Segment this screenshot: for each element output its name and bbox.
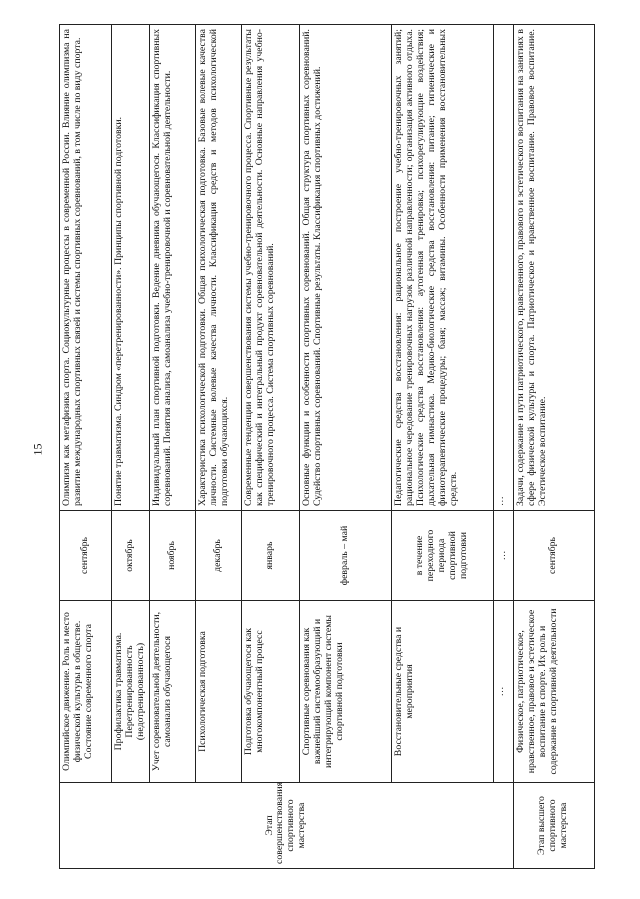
topic-label: Олимпийское движение. Роль и место физической культуры в обществе. Состояние современного спорта [61, 612, 94, 771]
table-row [493, 25, 513, 869]
topic-label: Профилактика травматизма. Перетренированность (недотренированность) [113, 632, 146, 751]
period-label: февраль – май [338, 525, 350, 586]
content-text: Индивидуальный план спортивной подготовки. Ведение дневника обучающегося. Классификация спортивных соревнований. Понятия анализа, самоанализа учебно-тренировочной и соревновательной деятельности. [150, 29, 173, 506]
period-label: декабрь [211, 539, 223, 572]
topic-label: Подготовка обучающегося как многокомпонентный процесс [242, 627, 265, 756]
content-text: Понятие травматизма. Синдром «перетренированности». Принципы спортивной подготовки. [113, 116, 124, 506]
rotated-table-wrapper [59, 24, 590, 869]
table-row [149, 25, 195, 869]
content-text: Характеристика психологической подготовки. Общая психологическая подготовка. Базовые волевые качества личности. Системные волевые качества личности. Классификация средств и методов психологической подготовки обучающихся. [196, 29, 230, 506]
content-cell [149, 25, 195, 511]
period-cell [513, 511, 594, 601]
stage-cell [513, 783, 594, 869]
period-cell [149, 511, 195, 601]
period-cell [493, 511, 513, 601]
content-cell [112, 25, 150, 511]
topic-cell [513, 601, 594, 783]
stage-cell [60, 783, 514, 869]
table-row [391, 25, 493, 869]
period-label: сентябрь [79, 536, 91, 575]
table-row [513, 25, 594, 869]
topic-label: … [494, 686, 506, 697]
content-cell [299, 25, 391, 511]
topic-label: Психологическая подготовка [196, 631, 208, 752]
period-cell [112, 511, 150, 601]
content-text: Олимпизм как метафизика спорта. Социокультурные процессы в современной России. Влияние олимпизма на развитие международных спортивных связей и системы спортивных соревнований, в том числе по виду спорта. [61, 29, 83, 506]
table-row [299, 25, 391, 869]
content-text: Основные функции и особенности спортивных соревнований. Общая структура спортивных соревнований. Судейство спортивных соревнований. Спортивные результаты. Классификация спортивных достижений. [300, 29, 323, 506]
stage-label: Этап высшего спортивного мастерства [536, 796, 570, 855]
content-text: Современные тенденции совершенствования системы учебно-тренировочного процесса. Спортивные результаты как специфический и интегральный продукт соревновательной деятельности. Основные направления учебно-тренировочного процесса. Система спортивных соревнований. [242, 29, 276, 506]
content-cell [513, 25, 594, 511]
topic-label: Спортивные соревнования как важнейший системообразующий и интегрирующий компонент системы спортивной подготовки [300, 615, 345, 768]
topic-cell [195, 601, 241, 783]
table-row [112, 25, 150, 869]
content-cell [391, 25, 493, 511]
content-cell [195, 25, 241, 511]
topic-cell [391, 601, 493, 783]
topic-cell [241, 601, 299, 783]
content-cell [241, 25, 299, 511]
topic-label: Восстановительные средства и мероприятия [392, 626, 415, 757]
period-cell [60, 511, 112, 601]
page-number: 15 [30, 443, 45, 456]
content-cell [493, 25, 513, 511]
topic-label: Физическое, патриотическое, нравственное, правовое и эстетическое воспитание в спорте. Их роль и содержание в спортивной деятельности [514, 608, 559, 775]
topic-label: Учет соревновательной деятельности, самоанализ обучающегося [150, 611, 173, 772]
period-label: в течение переходного периода спортивной подготовки [413, 529, 469, 582]
period-label: январь [263, 541, 275, 570]
topic-cell [112, 601, 150, 783]
topic-cell [60, 601, 112, 783]
period-cell [241, 511, 299, 601]
period-cell [195, 511, 241, 601]
training-program-table [59, 24, 595, 869]
period-label: … [496, 550, 508, 561]
table-row [241, 25, 299, 869]
period-label: сентябрь [547, 536, 559, 575]
period-label: ноябрь [165, 541, 177, 570]
topic-cell [493, 601, 513, 783]
content-text: Задачи, содержание и пути патриотического, нравственного, правового и эстетического воспитания на занятиях в сфере физической культуры и спорта. Патриотическое и нравственное воспитание. Правовое воспитание. Эстетическое воспитание. [514, 29, 548, 506]
content-cell [60, 25, 112, 511]
topic-cell [149, 601, 195, 783]
content-text: … [494, 496, 506, 506]
table-row [195, 25, 241, 869]
table-row [60, 25, 112, 869]
topic-cell [299, 601, 391, 783]
period-label: октябрь [123, 539, 135, 572]
period-cell [299, 511, 391, 601]
content-text: Педагогические средства восстановления: рациональное построение учебно-тренировочных занятий; рациональное чередование тренировочных нагрузок различной направленности; организация активного отдыха. Психологические средства восстановления: аутогенная тренировка; психорегулирующие воздействия; дыхательная гимнастика. Медико-биологические средства восстановления: питание; гигиенические и физиотерапевтические процедуры; баня; массаж; витамины. Особенности применения восстановительных средств. [392, 29, 459, 506]
stage-label: Этап совершенствования спортивного мастерства [263, 781, 308, 864]
period-cell [391, 511, 493, 601]
